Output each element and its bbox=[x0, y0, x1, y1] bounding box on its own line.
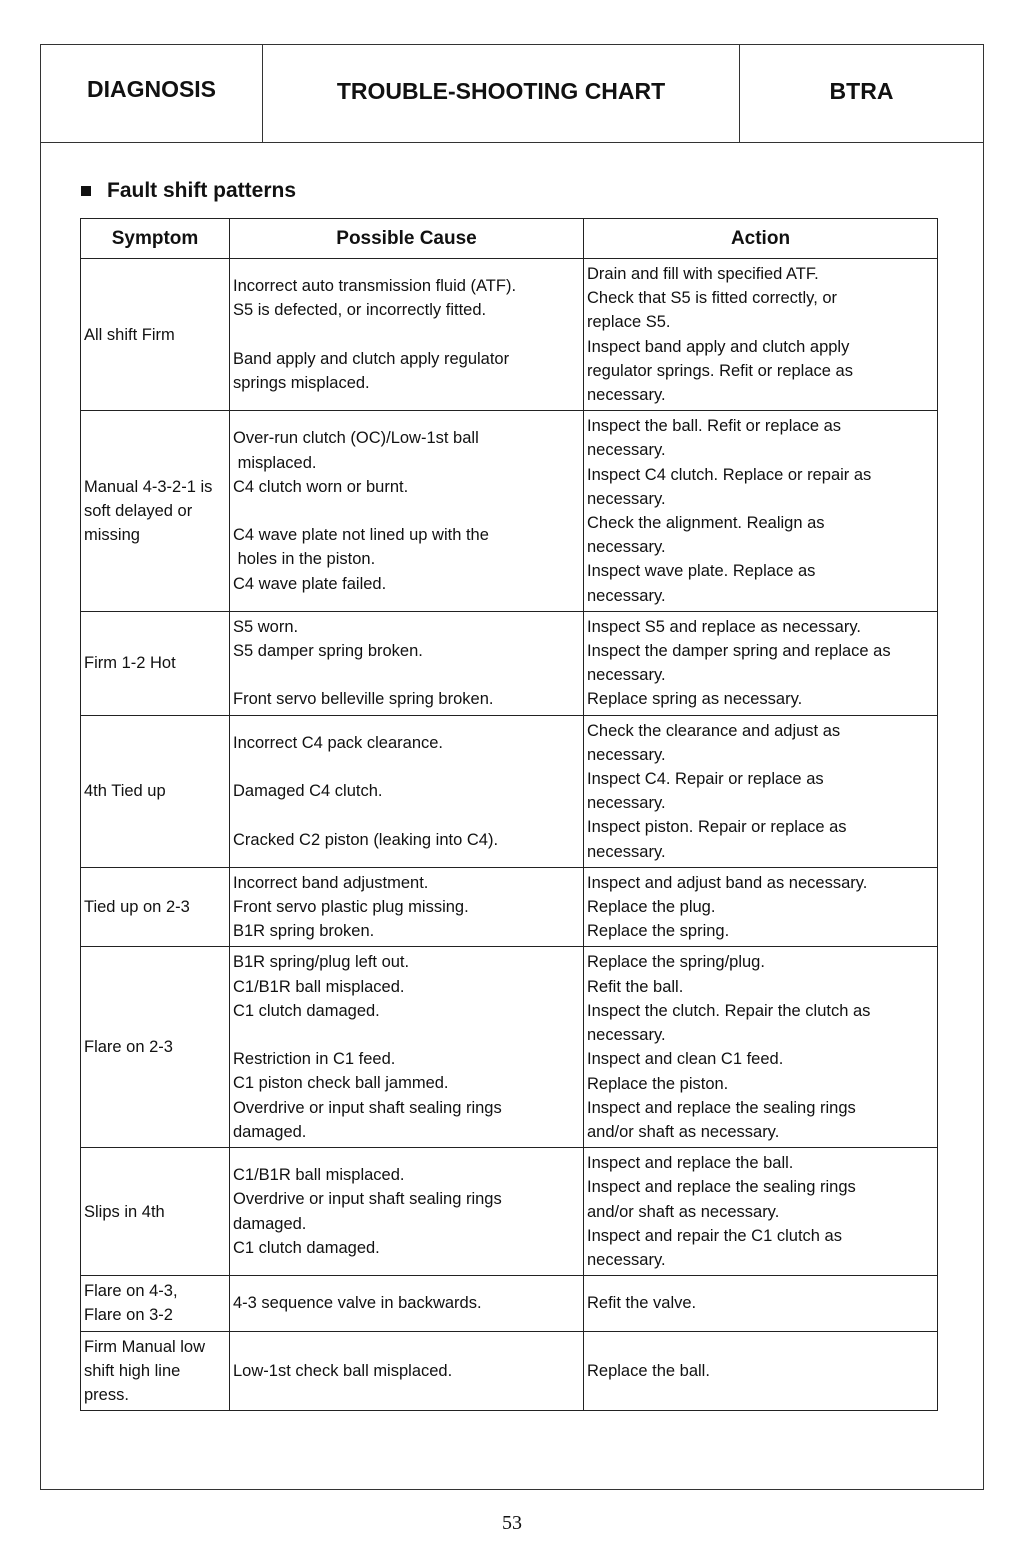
possible-cause-cell bbox=[230, 947, 584, 1148]
section-title-text: Fault shift patterns bbox=[107, 179, 297, 202]
cell-line: C4 clutch worn or burnt. bbox=[233, 477, 409, 496]
page-frame bbox=[40, 44, 984, 1490]
cell-line: Inspect piston. Repair or replace as bbox=[587, 818, 847, 837]
symptom-cell bbox=[81, 411, 230, 612]
cell-line: Over-run clutch (OC)/Low-1st ball bbox=[233, 429, 479, 448]
cell-line: Incorrect auto transmission fluid (ATF). bbox=[233, 277, 517, 296]
cell-line: and/or shaft as necessary. bbox=[587, 1202, 780, 1221]
possible-cause-cell bbox=[230, 867, 584, 947]
table-row bbox=[81, 411, 938, 612]
cell-line: C1/B1R ball misplaced. bbox=[233, 1166, 405, 1185]
cell-line: C4 wave plate not lined up with the bbox=[233, 526, 489, 545]
possible-cause-cell bbox=[230, 611, 584, 715]
action-cell bbox=[584, 867, 938, 947]
table-header-row bbox=[81, 219, 938, 259]
cell-line: Overdrive or input shaft sealing rings bbox=[233, 1098, 502, 1117]
symptom-cell bbox=[81, 715, 230, 867]
cell-line: C4 wave plate failed. bbox=[233, 574, 387, 593]
cell-line: necessary. bbox=[587, 745, 666, 764]
cell-line: Drain and fill with specified ATF. bbox=[587, 265, 819, 283]
cell-line: B1R spring broken. bbox=[233, 922, 375, 941]
cell-line: Inspect C4. Repair or replace as bbox=[587, 770, 824, 789]
symptom-cell bbox=[81, 947, 230, 1148]
cell-line: 4th Tied up bbox=[84, 782, 166, 801]
cell-line: 4-3 sequence valve in backwards. bbox=[233, 1294, 482, 1313]
cell-line: Check the alignment. Realign as bbox=[587, 514, 825, 533]
cell-line: necessary. bbox=[587, 794, 666, 813]
action-cell bbox=[584, 259, 938, 411]
cell-line: C1 clutch damaged. bbox=[233, 1238, 380, 1257]
action-cell bbox=[584, 715, 938, 867]
table-row bbox=[81, 947, 938, 1148]
cell-line: replace S5. bbox=[587, 313, 671, 332]
cell-line: Replace the plug. bbox=[587, 898, 716, 917]
page-number: 53 bbox=[502, 1512, 522, 1534]
action-cell bbox=[584, 611, 938, 715]
cell-line: S5 damper spring broken. bbox=[233, 642, 423, 661]
cell-line: Firm Manual low bbox=[84, 1337, 206, 1356]
cell-line: Replace the spring. bbox=[587, 922, 730, 941]
possible-cause-cell bbox=[230, 1331, 584, 1411]
trouble-shooting-table bbox=[80, 218, 938, 1411]
cell-line: necessary. bbox=[587, 1250, 666, 1269]
table-row bbox=[81, 1148, 938, 1276]
cell-line: necessary. bbox=[587, 441, 666, 460]
cell-line: Replace the piston. bbox=[587, 1074, 729, 1093]
cell-line: Check that S5 is fitted correctly, or bbox=[587, 289, 838, 308]
cell-line: necessary. bbox=[587, 842, 666, 861]
cell-line: Inspect the clutch. Repair the clutch as bbox=[587, 1001, 871, 1020]
cell-line: Incorrect C4 pack clearance. bbox=[233, 733, 444, 752]
cell-line: B1R spring/plug left out. bbox=[233, 953, 410, 972]
cell-line bbox=[233, 663, 580, 687]
header-btra: BTRA bbox=[829, 78, 894, 104]
possible-cause-cell bbox=[230, 1276, 584, 1331]
table-body bbox=[81, 259, 938, 1411]
cell-line: Replace spring as necessary. bbox=[587, 690, 803, 709]
column-header-action: Action bbox=[584, 219, 938, 259]
cell-line: Cracked C2 piston (leaking into C4). bbox=[233, 830, 499, 849]
cell-line: Inspect and replace the ball. bbox=[587, 1154, 794, 1173]
cell-line: Inspect and repair the C1 clutch as bbox=[587, 1226, 842, 1245]
cell-line: Inspect the damper spring and replace as bbox=[587, 642, 891, 661]
cell-line: necessary. bbox=[587, 666, 666, 685]
symptom-cell bbox=[81, 259, 230, 411]
cell-line: Flare on 2-3 bbox=[84, 1038, 173, 1057]
cell-line: damaged. bbox=[233, 1122, 307, 1141]
cell-line: Tied up on 2-3 bbox=[84, 898, 190, 917]
cell-line: necessary. bbox=[587, 489, 666, 508]
cell-line: Inspect and clean C1 feed. bbox=[587, 1050, 784, 1069]
cell-line: damaged. bbox=[233, 1214, 307, 1233]
table-row bbox=[81, 259, 938, 411]
table-row bbox=[81, 611, 938, 715]
possible-cause-cell bbox=[230, 1148, 584, 1276]
section-title bbox=[81, 179, 296, 203]
header-bar bbox=[41, 45, 983, 143]
table-row bbox=[81, 1331, 938, 1411]
cell-line: holes in the piston. bbox=[233, 550, 376, 569]
cell-line: Front servo plastic plug missing. bbox=[233, 898, 469, 917]
table-row bbox=[81, 867, 938, 947]
cell-line: C1/B1R ball misplaced. bbox=[233, 977, 405, 996]
column-header-possible-cause: Possible Cause bbox=[230, 219, 584, 259]
possible-cause-cell bbox=[230, 411, 584, 612]
cell-line: Replace the spring/plug. bbox=[587, 953, 765, 972]
cell-line: Band apply and clutch apply regulator bbox=[233, 349, 510, 368]
action-cell bbox=[584, 1331, 938, 1411]
cell-line bbox=[233, 323, 580, 347]
table-row bbox=[81, 1276, 938, 1331]
cell-line: Flare on 4-3, bbox=[84, 1282, 178, 1301]
symptom-cell bbox=[81, 1148, 230, 1276]
cell-line: Check the clearance and adjust as bbox=[587, 721, 841, 740]
action-cell bbox=[584, 1276, 938, 1331]
cell-line: Incorrect band adjustment. bbox=[233, 873, 429, 892]
cell-line: Inspect and adjust band as necessary. bbox=[587, 873, 868, 892]
action-cell bbox=[584, 411, 938, 612]
possible-cause-cell bbox=[230, 715, 584, 867]
possible-cause-cell bbox=[230, 259, 584, 411]
cell-line: necessary. bbox=[587, 586, 666, 605]
cell-line: Manual 4-3-2-1 is bbox=[84, 477, 213, 496]
cell-line: missing bbox=[84, 526, 140, 545]
header-title: TROUBLE-SHOOTING CHART bbox=[263, 45, 740, 142]
cell-line bbox=[233, 803, 580, 827]
cell-line: Flare on 3-2 bbox=[84, 1306, 173, 1325]
cell-line: and/or shaft as necessary. bbox=[587, 1122, 780, 1141]
cell-line: Inspect S5 and replace as necessary. bbox=[587, 617, 861, 636]
cell-line: S5 worn. bbox=[233, 617, 299, 636]
symptom-cell bbox=[81, 1331, 230, 1411]
cell-line: Firm 1-2 Hot bbox=[84, 654, 176, 673]
cell-line: shift high line bbox=[84, 1361, 181, 1380]
cell-line: Replace the ball. bbox=[587, 1361, 710, 1380]
cell-line: soft delayed or bbox=[84, 501, 193, 520]
cell-line: Refit the ball. bbox=[587, 977, 684, 996]
cell-line bbox=[233, 1023, 580, 1047]
cell-line: Inspect and replace the sealing rings bbox=[587, 1098, 856, 1117]
cell-line: regulator springs. Refit or replace as bbox=[587, 361, 853, 380]
cell-line: press. bbox=[84, 1385, 129, 1404]
cell-line bbox=[233, 755, 580, 779]
cell-line: necessary. bbox=[587, 386, 666, 405]
cell-line: Slips in 4th bbox=[84, 1202, 165, 1221]
cell-line: Damaged C4 clutch. bbox=[233, 782, 383, 801]
cell-line: C1 clutch damaged. bbox=[233, 1001, 380, 1020]
symptom-cell bbox=[81, 867, 230, 947]
cell-line: Inspect wave plate. Replace as bbox=[587, 562, 816, 581]
cell-line: Refit the valve. bbox=[587, 1294, 697, 1313]
cell-line: necessary. bbox=[587, 538, 666, 557]
cell-line: All shift Firm bbox=[84, 325, 175, 344]
action-cell bbox=[584, 947, 938, 1148]
symptom-cell bbox=[81, 611, 230, 715]
cell-line: Inspect band apply and clutch apply bbox=[587, 337, 850, 356]
cell-line: Restriction in C1 feed. bbox=[233, 1050, 396, 1069]
cell-line: springs misplaced. bbox=[233, 373, 370, 392]
cell-line: Low-1st check ball misplaced. bbox=[233, 1361, 453, 1380]
cell-line: misplaced. bbox=[233, 453, 317, 472]
cell-line: Overdrive or input shaft sealing rings bbox=[233, 1190, 502, 1209]
cell-line: Inspect C4 clutch. Replace or repair as bbox=[587, 465, 872, 484]
cell-line bbox=[233, 499, 580, 523]
column-header-symptom: Symptom bbox=[81, 219, 230, 259]
cell-line: S5 is defected, or incorrectly fitted. bbox=[233, 301, 487, 320]
cell-line: necessary. bbox=[587, 1026, 666, 1045]
action-cell bbox=[584, 1148, 938, 1276]
cell-line: Front servo belleville spring broken. bbox=[233, 690, 494, 709]
cell-line: Inspect the ball. Refit or replace as bbox=[587, 417, 842, 436]
square-bullet-icon bbox=[81, 186, 91, 196]
cell-line: C1 piston check ball jammed. bbox=[233, 1074, 449, 1093]
cell-line: Inspect and replace the sealing rings bbox=[587, 1178, 856, 1197]
symptom-cell bbox=[81, 1276, 230, 1331]
header-diagnosis: DIAGNOSIS bbox=[41, 45, 263, 142]
table-row bbox=[81, 715, 938, 867]
